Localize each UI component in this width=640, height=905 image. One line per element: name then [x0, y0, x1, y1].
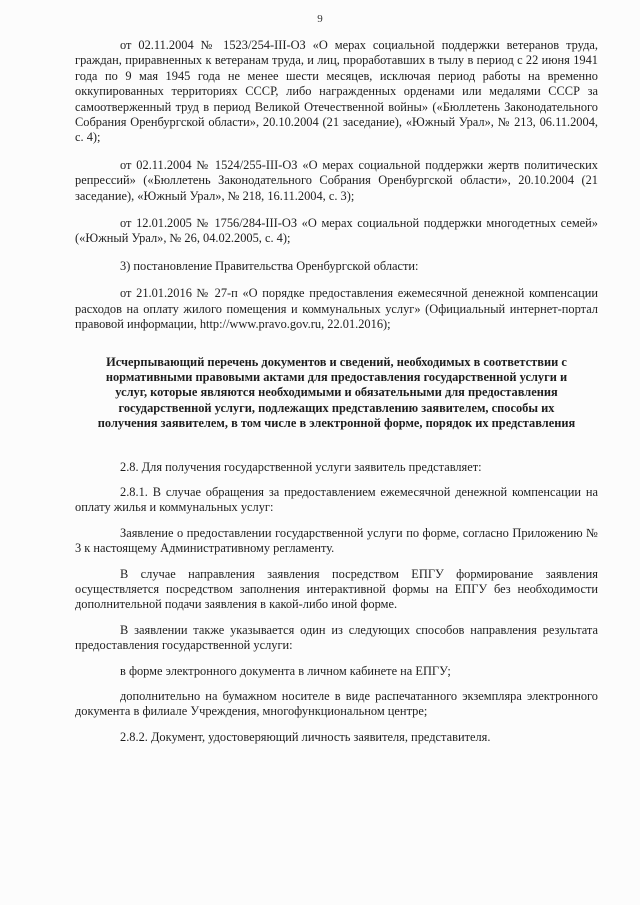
result-delivery-paragraph: В заявлении также указывается один из следующих способов направления результата предоставления государственной услуги: [75, 622, 598, 653]
delivery-option-electronic: в форме электронного документа в личном кабинете на ЕПГУ; [120, 663, 451, 678]
epgu-submission-paragraph: В случае направления заявления посредством ЕПГУ формирование заявления осуществляется посредством заполнения интерактивной формы на ЕПГУ без необходимости дополнительной подачи заявления в какой-либо иной форме. [75, 566, 598, 612]
clause-2-8-2: 2.8.2. Документ, удостоверяющий личность заявителя, представителя. [120, 729, 491, 744]
page-number: 9 [317, 13, 323, 25]
government-decree-intro: 3) постановление Правительства Оренбургской области: [120, 258, 419, 273]
section-heading: Исчерпывающий перечень документов и сведений, необходимых в соответствии с нормативными правовыми актами для предоставления государственной услуги и услуг, которые являются необходимыми и обязательными для предоставления государственной услуги, подлежащих представлению заявителем, способы их получения заявителем, в том числе в электронной форме, порядок их представления [97, 354, 576, 431]
delivery-option-paper: дополнительно на бумажном носителе в виде распечатанного экземпляра электронного документа в филиале Учреждения, многофункциональном центре; [75, 689, 598, 719]
decree-paragraph-compensation: от 21.01.2016 № 27-п «О порядке предоставления ежемесячной денежной компенсации расходов на оплату жилого помещения и коммунальных услуг» (Официальный интернет-портал правовой информации, http://www.pravo.gov.ru, 22.01.2016); [75, 286, 598, 332]
clause-2-8: 2.8. Для получения государственной услуги заявитель представляет: [120, 459, 482, 474]
law-paragraph-large-families: от 12.01.2005 № 1756/284-III-ОЗ «О мерах социальной поддержки многодетных семей» («Южный Урал», № 26, 04.02.2005, с. 4); [75, 216, 598, 246]
application-form-paragraph: Заявление о предоставлении государственной услуги по форме, согласно Приложению № 3 к настоящему Административному регламенту. [75, 525, 598, 556]
clause-2-8-1: 2.8.1. В случае обращения за предоставлением ежемесячной денежной компенсации на оплату жилья и коммунальных услуг: [75, 484, 598, 515]
law-paragraph-repressions: от 02.11.2004 № 1524/255-III-ОЗ «О мерах социальной поддержки жертв политических репрессий» («Бюллетень Законодательного Собрания Оренбургской области», 20.10.2004 (21 заседание), «Южный Урал», № 218, 16.11.2004, с. 3); [75, 157, 598, 203]
document-body [75, 38, 598, 745]
law-paragraph-veterans: от 02.11.2004 № 1523/254-III-ОЗ «О мерах социальной поддержки ветеранов труда, граждан, приравненных к ветеранам труда, и лиц, проработавших в тылу в период с 22 июня 1941 года по 9 мая 1945 года не менее шести месяцев, исключая период работы на временно оккупированных территориях СССР, либо награжденных орденами или медалями СССР за самоотверженный труд в период Великой Отечественной войны» («Бюллетень Законодательного Собрания Оренбургской области», 20.10.2004 (21 заседание), «Южный Урал», № 213, 06.11.2004, с. 4); [75, 38, 598, 145]
